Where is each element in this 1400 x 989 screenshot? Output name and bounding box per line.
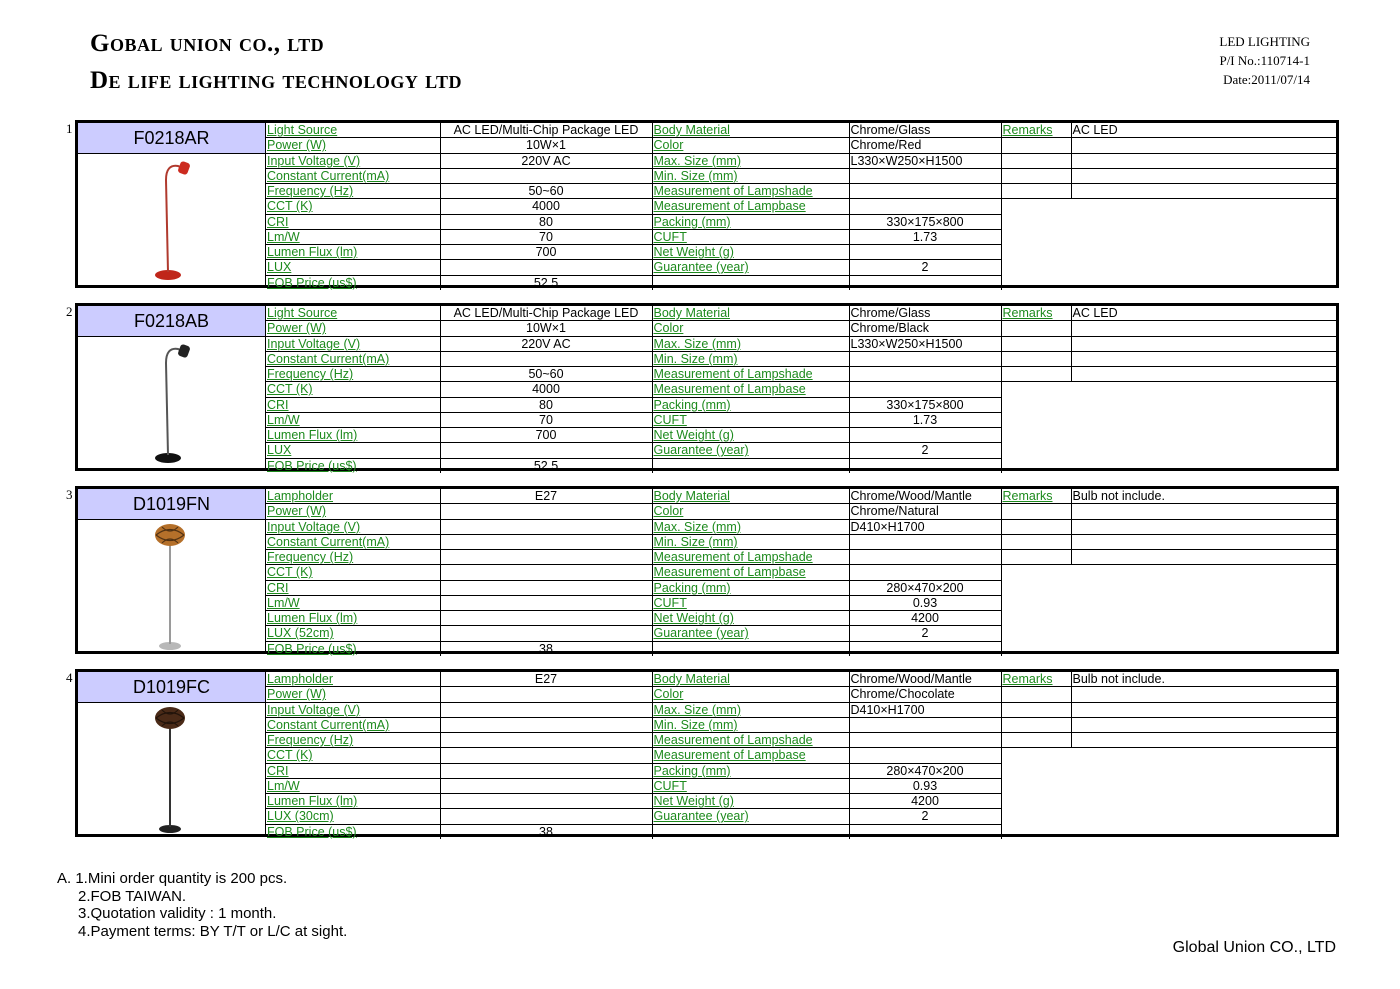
spec-label: Measurement of Lampshade	[652, 550, 849, 565]
spec-value	[849, 367, 1001, 382]
lamp-shade	[177, 161, 191, 176]
spec-label: Max. Size (mm)	[652, 336, 849, 351]
product-block	[66, 669, 1339, 839]
spec-label: Measurement of Lampbase	[652, 748, 849, 763]
spec-value: 2	[849, 260, 1001, 275]
company-name-2: De life lighting technology ltd	[90, 67, 462, 94]
spec-value: 330×175×800	[849, 214, 1001, 229]
spec-value: 70	[440, 229, 652, 244]
spec-label: CUFT	[652, 778, 849, 793]
remarks-cell	[1001, 717, 1071, 732]
product-image	[78, 520, 266, 651]
spec-value	[849, 824, 1001, 839]
spec-value: 52.5	[440, 275, 652, 290]
spec-value	[440, 565, 652, 580]
spec-value	[849, 428, 1001, 443]
spec-row	[266, 565, 1336, 580]
spec-label: Light Source	[266, 123, 440, 138]
spec-label: Body Material	[652, 672, 849, 687]
remarks-label: Remarks	[1001, 306, 1071, 321]
spec-label: CRI	[266, 763, 440, 778]
product-image	[78, 154, 266, 285]
floor-lamp-icon	[78, 520, 265, 651]
remarks-cell	[1001, 733, 1071, 748]
spec-row	[266, 321, 1336, 336]
remarks-cell	[1071, 321, 1336, 336]
spec-label: Min. Size (mm)	[652, 534, 849, 549]
spec-label: Body Material	[652, 123, 849, 138]
spec-value	[440, 504, 652, 519]
product-block	[66, 303, 1339, 473]
spec-value: 70	[440, 412, 652, 427]
model-number: D1019FN	[78, 489, 266, 520]
spec-row	[266, 184, 1336, 199]
lamp-pole	[166, 180, 168, 272]
spec-value: Chrome/Black	[849, 321, 1001, 336]
spec-label: Lm/W	[266, 595, 440, 610]
spec-value: 700	[440, 245, 652, 260]
spec-label: CUFT	[652, 412, 849, 427]
spec-value: 330×175×800	[849, 397, 1001, 412]
spec-value	[440, 168, 652, 183]
remarks-value: Bulb not include.	[1071, 672, 1336, 687]
remarks-cell	[1071, 534, 1336, 549]
spec-label: Body Material	[652, 306, 849, 321]
spec-value: 50~60	[440, 367, 652, 382]
spec-label: Constant Current(mA)	[266, 717, 440, 732]
spec-label: Lampholder	[266, 672, 440, 687]
spec-label: FOB Price (us$)	[266, 641, 440, 656]
spec-value: 280×470×200	[849, 763, 1001, 778]
spec-value: D410×H1700	[849, 519, 1001, 534]
product-block	[66, 486, 1339, 656]
spec-row	[266, 138, 1336, 153]
spec-row	[266, 306, 1336, 321]
spec-label: Input Voltage (V)	[266, 519, 440, 534]
spec-label: Min. Size (mm)	[652, 351, 849, 366]
spec-label: Lumen Flux (lm)	[266, 794, 440, 809]
remarks-cell	[1071, 687, 1336, 702]
spec-row	[266, 199, 1336, 214]
spec-value: 1.73	[849, 229, 1001, 244]
product-number: 2	[66, 304, 73, 319]
remarks-cell	[1071, 702, 1336, 717]
spec-row	[266, 367, 1336, 382]
remarks-cell	[1071, 504, 1336, 519]
spec-label: Packing (mm)	[652, 580, 849, 595]
spec-value	[440, 733, 652, 748]
spec-value: E27	[440, 489, 652, 504]
spec-label: Packing (mm)	[652, 214, 849, 229]
spec-label: CRI	[266, 580, 440, 595]
remarks-cell	[1001, 550, 1071, 565]
remarks-cell	[1071, 138, 1336, 153]
remarks-cell	[1001, 534, 1071, 549]
spec-value: L330×W250×H1500	[849, 336, 1001, 351]
spec-value: 10W×1	[440, 321, 652, 336]
spec-value	[440, 351, 652, 366]
spec-label: LUX	[266, 443, 440, 458]
remarks-cell	[1071, 519, 1336, 534]
remarks-cell	[1001, 153, 1071, 168]
spec-label: FOB Price (us$)	[266, 275, 440, 290]
spec-value	[440, 443, 652, 458]
remarks-cell	[1001, 702, 1071, 717]
spec-label: Lumen Flux (lm)	[266, 611, 440, 626]
spec-label	[652, 641, 849, 656]
doc-date: Date:2011/07/14	[1223, 72, 1310, 87]
spec-label: Input Voltage (V)	[266, 702, 440, 717]
spec-value: E27	[440, 672, 652, 687]
spec-label: Packing (mm)	[652, 763, 849, 778]
spec-value	[849, 168, 1001, 183]
spec-value: Chrome/Wood/Mantle	[849, 489, 1001, 504]
spec-label: CCT (K)	[266, 199, 440, 214]
spec-label: Power (W)	[266, 504, 440, 519]
model-number: F0218AR	[78, 123, 266, 154]
lamp-shade	[155, 707, 185, 729]
spec-value: 4000	[440, 382, 652, 397]
spec-table	[266, 489, 1336, 656]
spec-value: 4200	[849, 611, 1001, 626]
spec-value	[849, 641, 1001, 656]
product-number: 4	[66, 670, 73, 685]
floor-lamp-icon	[78, 337, 265, 468]
model-number: D1019FC	[78, 672, 266, 703]
spec-value	[849, 184, 1001, 199]
spec-label: Lm/W	[266, 229, 440, 244]
remarks-cell	[1071, 336, 1336, 351]
spec-label: Color	[652, 504, 849, 519]
remarks-label: Remarks	[1001, 123, 1071, 138]
spec-value: 0.93	[849, 778, 1001, 793]
spec-value: Chrome/Wood/Mantle	[849, 672, 1001, 687]
spec-value	[440, 702, 652, 717]
spec-value: Chrome/Natural	[849, 504, 1001, 519]
spec-table	[266, 672, 1336, 839]
spec-value: 4000	[440, 199, 652, 214]
spec-value: Chrome/Red	[849, 138, 1001, 153]
note-item: 2.FOB TAIWAN.	[78, 887, 187, 905]
spec-label: Power (W)	[266, 138, 440, 153]
spec-label: Input Voltage (V)	[266, 336, 440, 351]
spec-label: Constant Current(mA)	[266, 534, 440, 549]
spec-value: AC LED/Multi-Chip Package LED	[440, 306, 652, 321]
remarks-cell	[1001, 687, 1071, 702]
spec-value: 2	[849, 443, 1001, 458]
spec-row	[266, 550, 1336, 565]
spec-label: CCT (K)	[266, 748, 440, 763]
lamp-shade	[155, 524, 185, 546]
spec-value	[440, 763, 652, 778]
spec-label: LUX (30cm)	[266, 809, 440, 824]
spec-value	[440, 534, 652, 549]
spec-label: Color	[652, 687, 849, 702]
spec-value: 220V AC	[440, 336, 652, 351]
spec-label: LUX	[266, 260, 440, 275]
blank-area	[1001, 565, 1336, 656]
spec-value	[849, 382, 1001, 397]
terms-notes	[57, 870, 347, 940]
spec-label: Constant Current(mA)	[266, 168, 440, 183]
spec-value	[849, 748, 1001, 763]
spec-value	[440, 717, 652, 732]
remarks-cell	[1001, 504, 1071, 519]
remarks-cell	[1001, 321, 1071, 336]
spec-value: 10W×1	[440, 138, 652, 153]
spec-value	[849, 733, 1001, 748]
spec-label: Measurement of Lampshade	[652, 367, 849, 382]
spec-row	[266, 534, 1336, 549]
blank-area	[1001, 199, 1336, 290]
spec-value: 38	[440, 641, 652, 656]
spec-label: Net Weight (g)	[652, 428, 849, 443]
remarks-cell	[1001, 336, 1071, 351]
footer-company: Global Union CO., LTD	[1172, 939, 1336, 956]
spec-label	[652, 824, 849, 839]
spec-label: CRI	[266, 214, 440, 229]
spec-row	[266, 153, 1336, 168]
spec-label: Guarantee (year)	[652, 626, 849, 641]
spec-label: Input Voltage (V)	[266, 153, 440, 168]
spec-value	[849, 351, 1001, 366]
remarks-value: AC LED	[1071, 306, 1336, 321]
spec-value: 1.73	[849, 412, 1001, 427]
lamp-shade	[177, 344, 191, 359]
spec-label: Frequency (Hz)	[266, 367, 440, 382]
spec-label: Max. Size (mm)	[652, 519, 849, 534]
note-item: 4.Payment terms: BY T/T or L/C at sight.	[78, 922, 348, 940]
remarks-value: AC LED	[1071, 123, 1336, 138]
spec-value: 700	[440, 428, 652, 443]
spec-value: 50~60	[440, 184, 652, 199]
spec-table	[266, 306, 1336, 473]
remarks-cell	[1071, 153, 1336, 168]
spec-label: Frequency (Hz)	[266, 733, 440, 748]
note-item: A. 1.Mini order quantity is 200 pcs.	[57, 870, 288, 887]
remarks-cell	[1001, 184, 1071, 199]
spec-row	[266, 733, 1336, 748]
spec-label: Body Material	[652, 489, 849, 504]
doc-type: LED LIGHTING	[1219, 34, 1310, 49]
spec-label: FOB Price (us$)	[266, 458, 440, 473]
product-number: 1	[66, 121, 73, 136]
product-block	[66, 120, 1339, 290]
blank-area	[1001, 382, 1336, 473]
spec-label: Min. Size (mm)	[652, 168, 849, 183]
spec-value	[849, 550, 1001, 565]
spec-label: Measurement of Lampbase	[652, 565, 849, 580]
spec-label: Color	[652, 138, 849, 153]
spec-label: Net Weight (g)	[652, 611, 849, 626]
spec-value	[440, 626, 652, 641]
spec-label: Guarantee (year)	[652, 260, 849, 275]
spec-row	[266, 519, 1336, 534]
spec-value: 220V AC	[440, 153, 652, 168]
spec-value: 4200	[849, 794, 1001, 809]
spec-value: L330×W250×H1500	[849, 153, 1001, 168]
spec-row	[266, 687, 1336, 702]
remarks-cell	[1071, 367, 1336, 382]
remarks-cell	[1071, 351, 1336, 366]
spec-value: 2	[849, 626, 1001, 641]
spec-row	[266, 504, 1336, 519]
spec-value	[440, 809, 652, 824]
product-number: 3	[66, 487, 73, 502]
remarks-cell	[1071, 168, 1336, 183]
spec-row	[266, 702, 1336, 717]
spec-label: Light Source	[266, 306, 440, 321]
remarks-cell	[1001, 351, 1071, 366]
spec-label: Frequency (Hz)	[266, 550, 440, 565]
spec-value	[440, 580, 652, 595]
product-image	[78, 703, 266, 834]
spec-value: 2	[849, 809, 1001, 824]
spec-label: CRI	[266, 397, 440, 412]
spec-row	[266, 336, 1336, 351]
spec-row	[266, 717, 1336, 732]
spec-value	[440, 260, 652, 275]
spec-value	[849, 275, 1001, 290]
spec-value	[440, 595, 652, 610]
spec-value: Chrome/Chocolate	[849, 687, 1001, 702]
spec-value	[440, 550, 652, 565]
spec-label: Lm/W	[266, 412, 440, 427]
spec-value: Chrome/Glass	[849, 123, 1001, 138]
note-item: 3.Quotation validity : 1 month.	[78, 905, 277, 922]
spec-label: Constant Current(mA)	[266, 351, 440, 366]
spec-row	[266, 123, 1336, 138]
spec-value	[849, 565, 1001, 580]
remarks-cell	[1001, 168, 1071, 183]
spec-value: 52.5	[440, 458, 652, 473]
spec-value	[440, 611, 652, 626]
spec-row	[266, 489, 1336, 504]
spec-label: Packing (mm)	[652, 397, 849, 412]
spec-value: 280×470×200	[849, 580, 1001, 595]
spec-value	[849, 534, 1001, 549]
spec-value: 0.93	[849, 595, 1001, 610]
spec-label: Net Weight (g)	[652, 245, 849, 260]
spec-label: Lm/W	[266, 778, 440, 793]
spec-label: Frequency (Hz)	[266, 184, 440, 199]
spec-value: Chrome/Glass	[849, 306, 1001, 321]
remarks-label: Remarks	[1001, 672, 1071, 687]
spec-label	[652, 458, 849, 473]
spec-row	[266, 382, 1336, 397]
spec-label: Measurement of Lampshade	[652, 184, 849, 199]
spec-value	[849, 458, 1001, 473]
spec-label: Power (W)	[266, 321, 440, 336]
spec-value	[440, 778, 652, 793]
pi-number: P/I No.:110714-1	[1219, 53, 1310, 68]
spec-label: Lumen Flux (lm)	[266, 428, 440, 443]
remarks-value: Bulb not include.	[1071, 489, 1336, 504]
spec-label: FOB Price (us$)	[266, 824, 440, 839]
spec-label: Guarantee (year)	[652, 443, 849, 458]
spec-row	[266, 351, 1336, 366]
product-image	[78, 337, 266, 468]
spec-label: LUX (52cm)	[266, 626, 440, 641]
document-header-info	[1219, 32, 1310, 89]
spec-value	[440, 748, 652, 763]
spec-label: CUFT	[652, 229, 849, 244]
spec-row	[266, 168, 1336, 183]
remarks-cell	[1071, 733, 1336, 748]
spec-row	[266, 748, 1336, 763]
spec-label: CCT (K)	[266, 565, 440, 580]
spec-value: D410×H1700	[849, 702, 1001, 717]
remarks-cell	[1001, 519, 1071, 534]
remarks-cell	[1001, 138, 1071, 153]
spec-value	[440, 519, 652, 534]
spec-label: Power (W)	[266, 687, 440, 702]
spec-label: Measurement of Lampbase	[652, 199, 849, 214]
company-name-1: Gobal union co., ltd	[90, 30, 325, 57]
spec-label: Min. Size (mm)	[652, 717, 849, 732]
remarks-cell	[1071, 184, 1336, 199]
spec-value: AC LED/Multi-Chip Package LED	[440, 123, 652, 138]
spec-label: Max. Size (mm)	[652, 702, 849, 717]
spec-value	[440, 687, 652, 702]
remarks-cell	[1071, 550, 1336, 565]
model-number: F0218AB	[78, 306, 266, 337]
floor-lamp-icon	[78, 154, 265, 285]
spec-value: 80	[440, 214, 652, 229]
floor-lamp-icon	[78, 703, 265, 834]
spec-label: Net Weight (g)	[652, 794, 849, 809]
spec-value: 38	[440, 824, 652, 839]
spec-row	[266, 672, 1336, 687]
spec-value	[849, 245, 1001, 260]
spec-label: Color	[652, 321, 849, 336]
remarks-cell	[1071, 717, 1336, 732]
spec-label: Guarantee (year)	[652, 809, 849, 824]
blank-area	[1001, 748, 1336, 839]
lamp-pole	[166, 363, 168, 455]
spec-label: Lampholder	[266, 489, 440, 504]
spec-value: 80	[440, 397, 652, 412]
spec-label: Lumen Flux (lm)	[266, 245, 440, 260]
spec-label: Max. Size (mm)	[652, 153, 849, 168]
spec-value	[440, 794, 652, 809]
spec-label: Measurement of Lampbase	[652, 382, 849, 397]
spec-label	[652, 275, 849, 290]
spec-value	[849, 717, 1001, 732]
remarks-cell	[1001, 367, 1071, 382]
remarks-label: Remarks	[1001, 489, 1071, 504]
spec-label: Measurement of Lampshade	[652, 733, 849, 748]
spec-value	[849, 199, 1001, 214]
spec-label: CUFT	[652, 595, 849, 610]
spec-table	[266, 123, 1336, 290]
spec-label: CCT (K)	[266, 382, 440, 397]
